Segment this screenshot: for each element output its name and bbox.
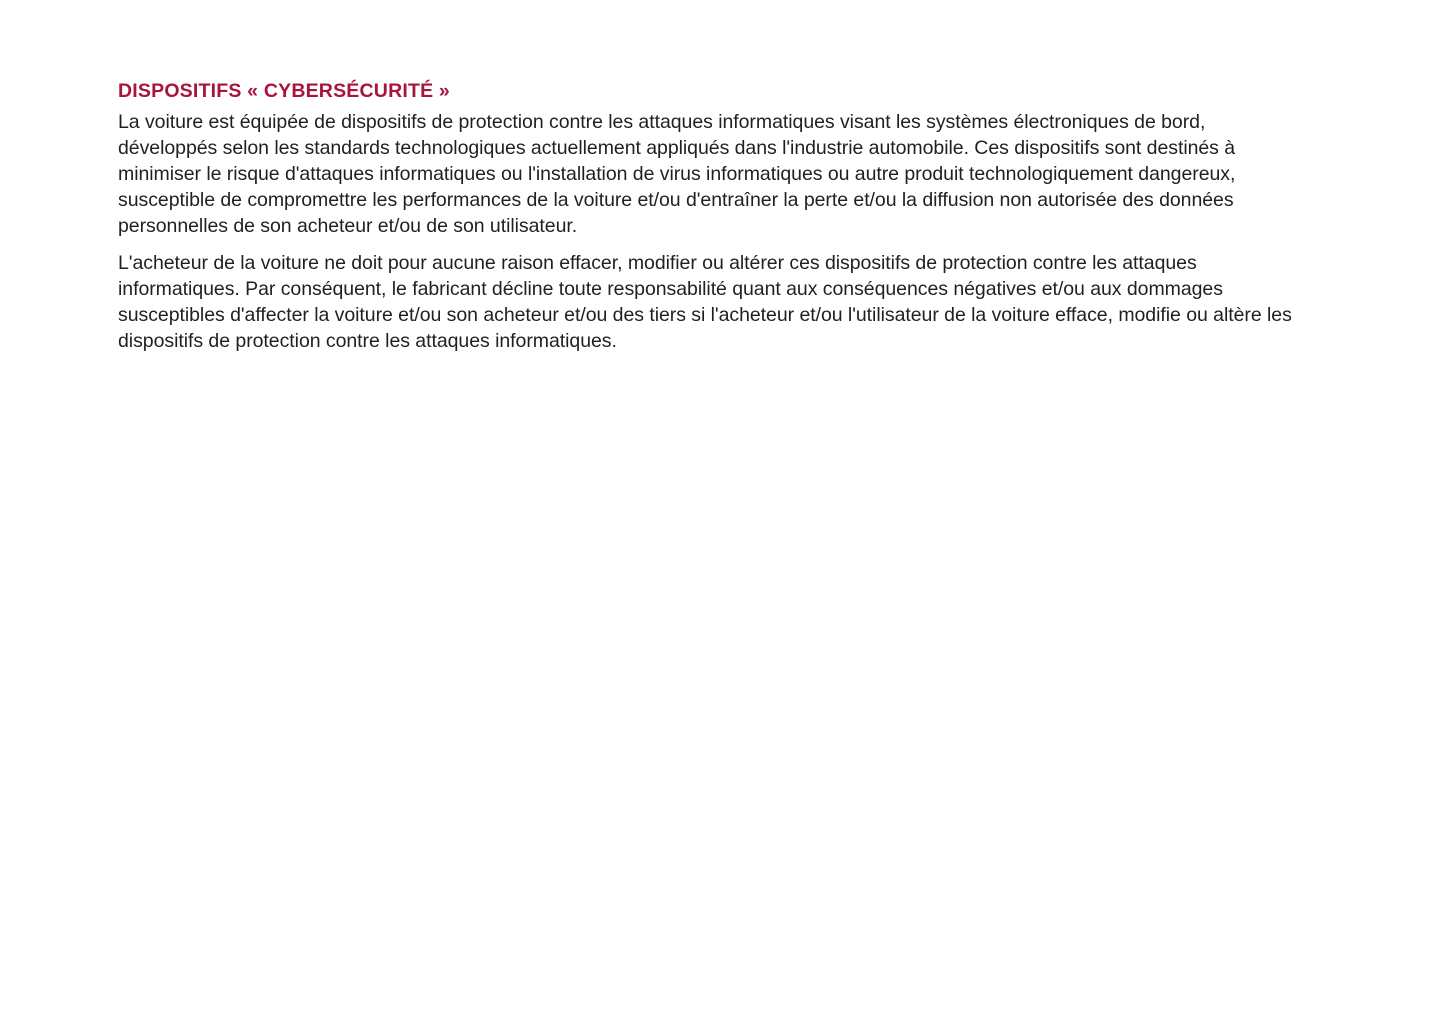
- section-title: DISPOSITIFS « CYBERSÉCURITÉ »: [118, 80, 450, 102]
- page-content: [118, 80, 1303, 355]
- body-paragraph-1: La voiture est équipée de dispositifs de protection contre les attaques informatiques visant les systèmes électroniques de bord, développés selon les standards technologiques actuellement appliqués dans l'industrie automobile. Ces dispositifs sont destinés à minimiser le risque d'attaques informatiques ou l'installation de virus informatiques ou autre produit technologiquement dangereux, susceptible de compromettre les performances de la voiture et/ou d'entraîner la perte et/ou la diffusion non autorisée des données personnelles de son acheteur et/ou de son utilisateur.: [118, 111, 1236, 238]
- body-paragraph-2: L'acheteur de la voiture ne doit pour aucune raison effacer, modifier ou altérer ces dispositifs de protection contre les attaques informatiques. Par conséquent, le fabricant décline toute responsabilité quant aux conséquences négatives et/ou aux dommages susceptibles d'affecter la voiture et/ou son acheteur et/ou des tiers si l'acheteur et/ou l'utilisateur de la voiture efface, modifie ou altère les dispositifs de protection contre les attaques informatiques.: [118, 252, 1292, 352]
